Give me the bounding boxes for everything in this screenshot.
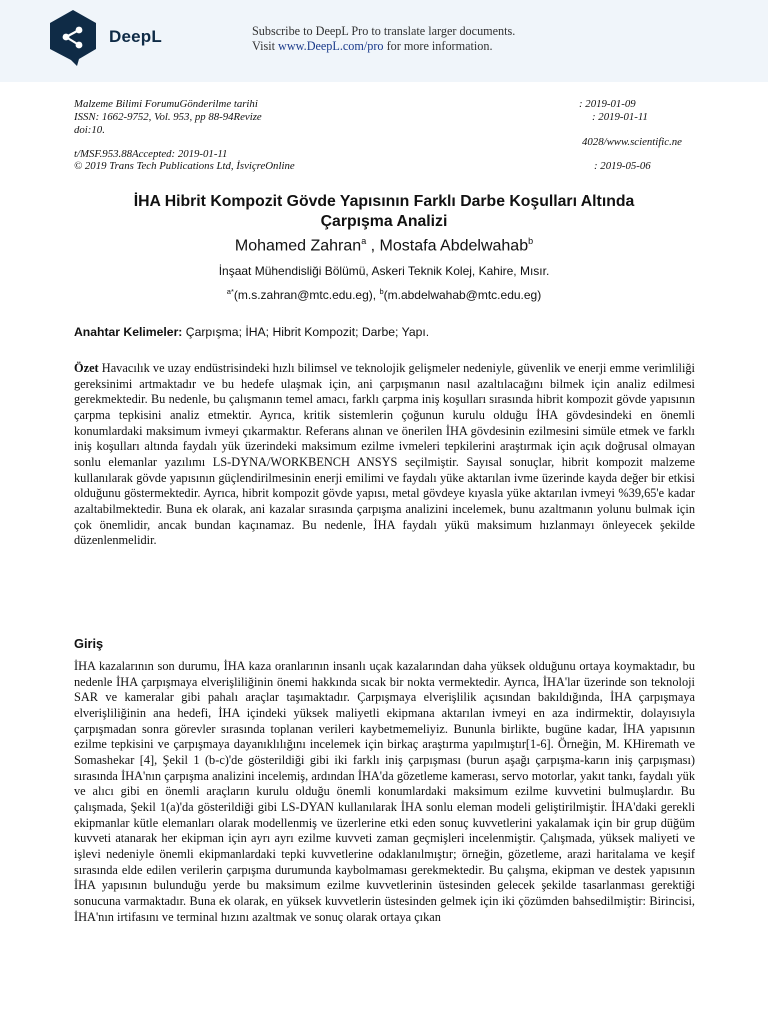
keywords-text: Çarpışma; İHA; Hibrit Kompozit; Darbe; Yapı. bbox=[182, 325, 430, 339]
author-1-sup: a bbox=[361, 236, 367, 246]
meta-line-2: ISSN: 1662-9752, Vol. 953, pp 88-94Revize bbox=[74, 111, 262, 123]
promo-line-2 bbox=[252, 39, 515, 54]
section-heading-intro: Giriş bbox=[74, 636, 104, 651]
authors bbox=[0, 236, 768, 255]
email-1-sup: a* bbox=[226, 287, 234, 296]
meta-line-5-right: : 2019-05-06 bbox=[594, 160, 651, 172]
meta-line-1: Malzeme Bilimi ForumuGönderilme tarihi bbox=[74, 98, 258, 110]
author-2: Mostafa Abdelwahab bbox=[379, 237, 529, 255]
promo-suffix: for more information. bbox=[383, 38, 493, 53]
abstract-text: Havacılık ve uzay endüstrisindeki hızlı bilimsel ve teknolojik gelişmeler nedeniyle, güvenlik ve enerji emme verimliliği gereksinimi artmaktadır ve bu hedefe ulaşmak için, ani çarpışmanın nasıl azaltılacağını bilmek için analiz edilmesi gerekmektedir. Bu nedenle, bu çalışmanın temel amacı, farklı çarpma iniş koşulları sırasında hibrit kompozit gövde yapısının çarpma tepkisini analiz etmektir. Ayrıca, kritik sistemlerin çoğunun kurulu olduğu İHA gövdesindeki en önemli konumlardaki maksimum ivmeyi çıkarmaktır. Referans alınan ve önerilen İHA gövdesinin ezilmesini simüle etmek ve farklı iniş koşulları altında faydalı yük üzerindeki maksimum ezilme ivmeleri tepkilerini araştırmak için açık doğrusal olmayan sonlu elemanlar yazılımı LS-DYNA/WORKBENCH ANSYS seçilmiştir. Sayısal sonuçlar, hibrit kompozit malzeme kullanılarak gövde yapısının güçlendirilmesinin enerji emilimi ve faydalı yüke aktarılan ivme üzerinde kayda değer bir etkisi olduğunu göstermektedir. Ayrıca, hibrit kompozit gövde yapısı, metal gövdeye kıyasla yüke aktarılan ivmeyi %39,65'e kadar azaltabilmektedir. Buna ek olarak, ani kazalar sırasında çarpışma analizini incelemek, bunu azaltmanın yolunu bulmak için çok önemlidir, ancak bundan kaçınamaz. Bu nedenle, İHA faydalı yükü maksimum hızlanmayı önleyecek şekilde düzenlenmelidir. bbox=[74, 361, 695, 548]
email-1: (m.s.zahran@mtc.edu.eg), bbox=[233, 288, 380, 302]
affiliation: İnşaat Mühendisliği Bölümü, Askeri Teknik Kolej, Kahire, Mısır. bbox=[218, 264, 550, 278]
meta-line-1-right: : 2019-01-09 bbox=[579, 98, 636, 110]
deepl-logo-text: DeepL bbox=[109, 27, 162, 46]
promo-text bbox=[252, 24, 515, 53]
promo-line-1: Subscribe to DeepL Pro to translate larger documents. bbox=[252, 24, 516, 38]
deepl-logo-icon[interactable] bbox=[47, 9, 99, 67]
paper-title bbox=[0, 192, 768, 232]
abstract bbox=[74, 361, 695, 549]
emails bbox=[0, 287, 768, 302]
keywords bbox=[74, 325, 694, 339]
paper-title-line-2: Çarpışma Analizi bbox=[320, 213, 448, 230]
meta-line-3: doi:10. bbox=[74, 124, 105, 136]
meta-line-3-right: 4028/www.scientific.ne bbox=[582, 136, 682, 148]
email-2-sup: b bbox=[379, 287, 384, 296]
deepl-banner bbox=[0, 0, 768, 82]
meta-line-4: t/MSF.953.88Accepted: 2019-01-11 bbox=[74, 148, 228, 160]
meta-line-5: © 2019 Trans Tech Publications Ltd, İsviçreOnline bbox=[74, 160, 295, 172]
promo-prefix: Visit bbox=[252, 38, 279, 53]
paper-title-line-1: İHA Hibrit Kompozit Gövde Yapısının Farklı Darbe Koşulları Altında bbox=[133, 193, 635, 210]
keywords-label: Anahtar Kelimeler: bbox=[74, 325, 183, 339]
author-1: Mohamed Zahran bbox=[234, 237, 362, 255]
abstract-label: Özet bbox=[74, 361, 99, 375]
author-2-sup: b bbox=[528, 236, 534, 246]
intro-paragraph: İHA kazalarının son durumu, İHA kaza oranlarının insanlı uçak kazalarından daha yüksek olduğunu ortaya koymaktadır, bu nedenle İHA çarpışmaya elverişliliğinin önemi hakkında sıcak bir nokta vermektedir. Ayrıca, İHA'lar üzerinde son teknoloji SAR ve kameralar gibi pahalı araçlar taşımaktadır. Çarpışmaya elverişlilik açısından bakıldığında, İHA çarpışmaya elverişliliğinin ana hedefi, İHA içindeki yüksek maliyetli ekipmana aktarılan ivmeyi en aza indirmektir, dolayısıyla çarpışmadan sonra görevler sırasında toplanan verileri kaybetmemeliyiz. Bununla birlikte, bugüne kadar, İHA yapısının ezilme tepkisini ve çarpışmaya dayanıklılığını incelemek için birkaç araştırma yapılmıştır[1-6]. Örneğin, M. KHiremath ve Somashekar [4], Şekil 1 (b-c)'de gösterildiği gibi iki farklı iniş çarpışması (burun aşağı çarpışma-karın iniş çarpışması) sırasında İHA'nın çarpışma analizini incelemiş, ardından İHA'da gözetleme kamerası, servo motorlar, yakıt tankı, faydalı yük ve alıcı gibi en önemli araçların kurulu olduğu önemli konumlardaki maksimum ezilme kuvvetini bulmuşlardır. Bu çalışmada, Şekil 1(a)'da gösterildiği gibi LS-DYAN kullanılarak İHA sonlu eleman modeli geliştirilmiştir. İHA'daki gerekli ekipmanlar kütle elemanları olarak modellenmiş ve üzerlerine etki eden sonuç kuvvetlerini yakalamak için bir grup düğüm kuvveti atanarak her ekipman için ayrı ayrı ezilme kuvveti zaman geçmişleri incelenmiştir. Çalışmada, yüksek maliyeti ve işlevi nedeniyle önemli ekipmanlardaki tepki kuvvetlerine odaklanılmıştır; örneğin, gözetleme, arazi haritalama ve keşif sırasında elde edilen verilerin çarpışma durumunda kaybolmaması gerekmektedir. Bu çalışma, ekipman ve destek yapısının İHA yapısının bulunduğu yerde bu maksimum ezilme kuvvetlerinin üstesinden gelecek şekilde tasarlanması gerektiği sonucuna varmaktadır. Buna ek olarak, en yüksek kuvvetlerin üstesinden gelmek için iki çözümden bahsedilmiştir: Birincisi, İHA'nın irtifasını ve terminal hızını azaltmak ve sonuç olarak ortaya çıkan bbox=[74, 659, 695, 924]
meta-line-2-right: : 2019-01-11 bbox=[592, 111, 648, 123]
author-separator: , bbox=[366, 237, 380, 255]
deepl-pro-link[interactable]: www.DeepL.com/pro bbox=[278, 38, 384, 53]
email-2: (m.abdelwahab@mtc.edu.eg) bbox=[383, 288, 542, 302]
